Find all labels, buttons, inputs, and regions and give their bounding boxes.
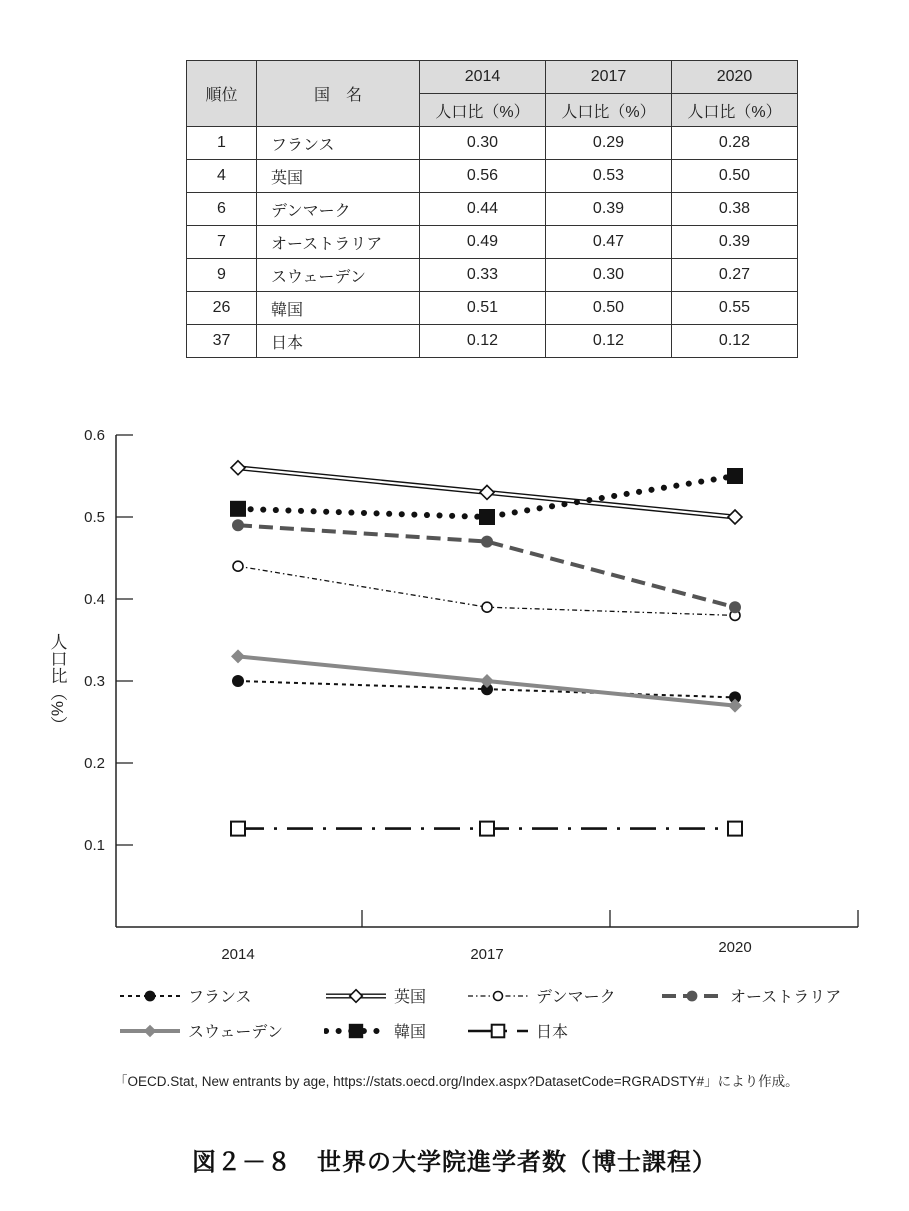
cell-country: 英国 xyxy=(257,160,420,193)
series-3 xyxy=(232,519,741,613)
cell-rank: 26 xyxy=(187,292,257,325)
legend-label: フランス xyxy=(188,987,252,1006)
cell-rank: 9 xyxy=(187,259,257,292)
legend-marker xyxy=(494,991,503,1000)
data-point xyxy=(230,501,246,517)
legend-label: デンマーク xyxy=(536,987,616,1006)
cell-value: 0.12 xyxy=(672,325,798,358)
cell-value: 0.30 xyxy=(420,127,546,160)
legend-item xyxy=(324,984,426,1007)
data-point xyxy=(479,509,495,525)
header-year-2017: 2017 xyxy=(546,61,672,94)
data-point xyxy=(232,519,244,531)
x-tick-label: 2017 xyxy=(470,946,504,963)
line-chart xyxy=(0,415,909,975)
cell-country: 韓国 xyxy=(257,292,420,325)
legend-item xyxy=(466,1019,568,1042)
legend-item xyxy=(660,984,841,1007)
cell-rank: 1 xyxy=(187,127,257,160)
table-row xyxy=(187,226,798,259)
cell-value: 0.55 xyxy=(672,292,798,325)
y-axis-label: 人口比（%） xyxy=(47,632,67,734)
series-2 xyxy=(233,561,740,620)
legend-label: 日本 xyxy=(536,1022,569,1041)
cell-value: 0.39 xyxy=(546,193,672,226)
cell-country: デンマーク xyxy=(257,193,420,226)
legend-marker xyxy=(145,990,156,1001)
y-tick-label: 0.2 xyxy=(84,755,105,772)
data-point xyxy=(233,561,243,571)
table-row xyxy=(187,193,798,226)
x-tick-label: 2020 xyxy=(718,939,752,956)
cell-value: 0.51 xyxy=(420,292,546,325)
cell-value: 0.12 xyxy=(420,325,546,358)
legend-item xyxy=(118,1019,283,1042)
legend-swatch xyxy=(466,1020,530,1042)
legend-label: スウェーデン xyxy=(188,1022,284,1041)
legend-label: 韓国 xyxy=(394,1022,427,1041)
cell-rank: 6 xyxy=(187,193,257,226)
legend-item xyxy=(324,1019,426,1042)
legend-item xyxy=(466,984,616,1007)
cell-value: 0.30 xyxy=(546,259,672,292)
data-point xyxy=(727,468,743,484)
data-point xyxy=(480,822,494,836)
data-point xyxy=(728,510,742,524)
chart-axes xyxy=(84,427,858,963)
cell-value: 0.12 xyxy=(546,325,672,358)
data-point xyxy=(232,675,244,687)
series-6 xyxy=(231,822,742,836)
legend-marker xyxy=(350,989,363,1002)
cell-value: 0.28 xyxy=(672,127,798,160)
cell-value: 0.33 xyxy=(420,259,546,292)
header-year-2020: 2020 xyxy=(672,61,798,94)
cell-value: 0.29 xyxy=(546,127,672,160)
table-row xyxy=(187,292,798,325)
cell-value: 0.27 xyxy=(672,259,798,292)
legend-marker xyxy=(349,1023,363,1037)
legend-swatch xyxy=(466,985,530,1007)
header-unit: 人口比（%） xyxy=(672,94,798,127)
ranking-table xyxy=(186,60,798,358)
header-year-2014: 2014 xyxy=(420,61,546,94)
data-point xyxy=(481,536,493,548)
legend-marker xyxy=(492,1024,505,1037)
legend-swatch xyxy=(118,1020,182,1042)
y-tick-label: 0.1 xyxy=(84,837,105,854)
data-point xyxy=(729,601,741,613)
cell-value: 0.44 xyxy=(420,193,546,226)
cell-country: 日本 xyxy=(257,325,420,358)
header-country: 国 名 xyxy=(257,61,420,127)
cell-country: スウェーデン xyxy=(257,259,420,292)
series-4 xyxy=(231,649,742,712)
table-row xyxy=(187,259,798,292)
cell-value: 0.50 xyxy=(672,160,798,193)
header-unit: 人口比（%） xyxy=(420,94,546,127)
legend-marker xyxy=(687,990,698,1001)
legend-swatch xyxy=(324,1020,388,1042)
source-note: 「OECD.Stat, New entrants by age, https://stats.oecd.org/Index.aspx?DatasetCode=RGRADSTY#」により作成。 xyxy=(114,1074,799,1089)
data-point xyxy=(728,822,742,836)
x-tick-label: 2014 xyxy=(221,946,255,963)
legend-label: オーストラリア xyxy=(730,987,842,1006)
cell-value: 0.53 xyxy=(546,160,672,193)
data-point xyxy=(480,485,494,499)
table-row xyxy=(187,325,798,358)
legend-item xyxy=(118,984,252,1007)
y-tick-label: 0.4 xyxy=(84,591,105,608)
legend-swatch xyxy=(660,985,724,1007)
header-rank: 順位 xyxy=(187,61,257,127)
y-tick-label: 0.3 xyxy=(84,673,105,690)
cell-value: 0.47 xyxy=(546,226,672,259)
cell-value: 0.49 xyxy=(420,226,546,259)
legend-swatch xyxy=(118,985,182,1007)
cell-rank: 4 xyxy=(187,160,257,193)
data-point xyxy=(482,602,492,612)
legend-swatch xyxy=(324,985,388,1007)
y-tick-label: 0.5 xyxy=(84,509,105,526)
cell-value: 0.38 xyxy=(672,193,798,226)
cell-value: 0.39 xyxy=(672,226,798,259)
legend-marker xyxy=(144,1024,157,1037)
table-row xyxy=(187,160,798,193)
cell-country: フランス xyxy=(257,127,420,160)
figure-caption: 図２－８ 世界の大学院進学者数（博士課程） xyxy=(192,1148,717,1176)
table-header-row-years xyxy=(187,61,798,94)
cell-rank: 7 xyxy=(187,226,257,259)
cell-value: 0.56 xyxy=(420,160,546,193)
chart-series xyxy=(230,461,743,836)
cell-country: オーストラリア xyxy=(257,226,420,259)
legend-label: 英国 xyxy=(394,987,427,1006)
cell-rank: 37 xyxy=(187,325,257,358)
header-unit: 人口比（%） xyxy=(546,94,672,127)
data-point xyxy=(231,822,245,836)
cell-value: 0.50 xyxy=(546,292,672,325)
data-point xyxy=(231,461,245,475)
table-row xyxy=(187,127,798,160)
y-tick-label: 0.6 xyxy=(84,427,105,444)
data-point xyxy=(231,649,245,663)
